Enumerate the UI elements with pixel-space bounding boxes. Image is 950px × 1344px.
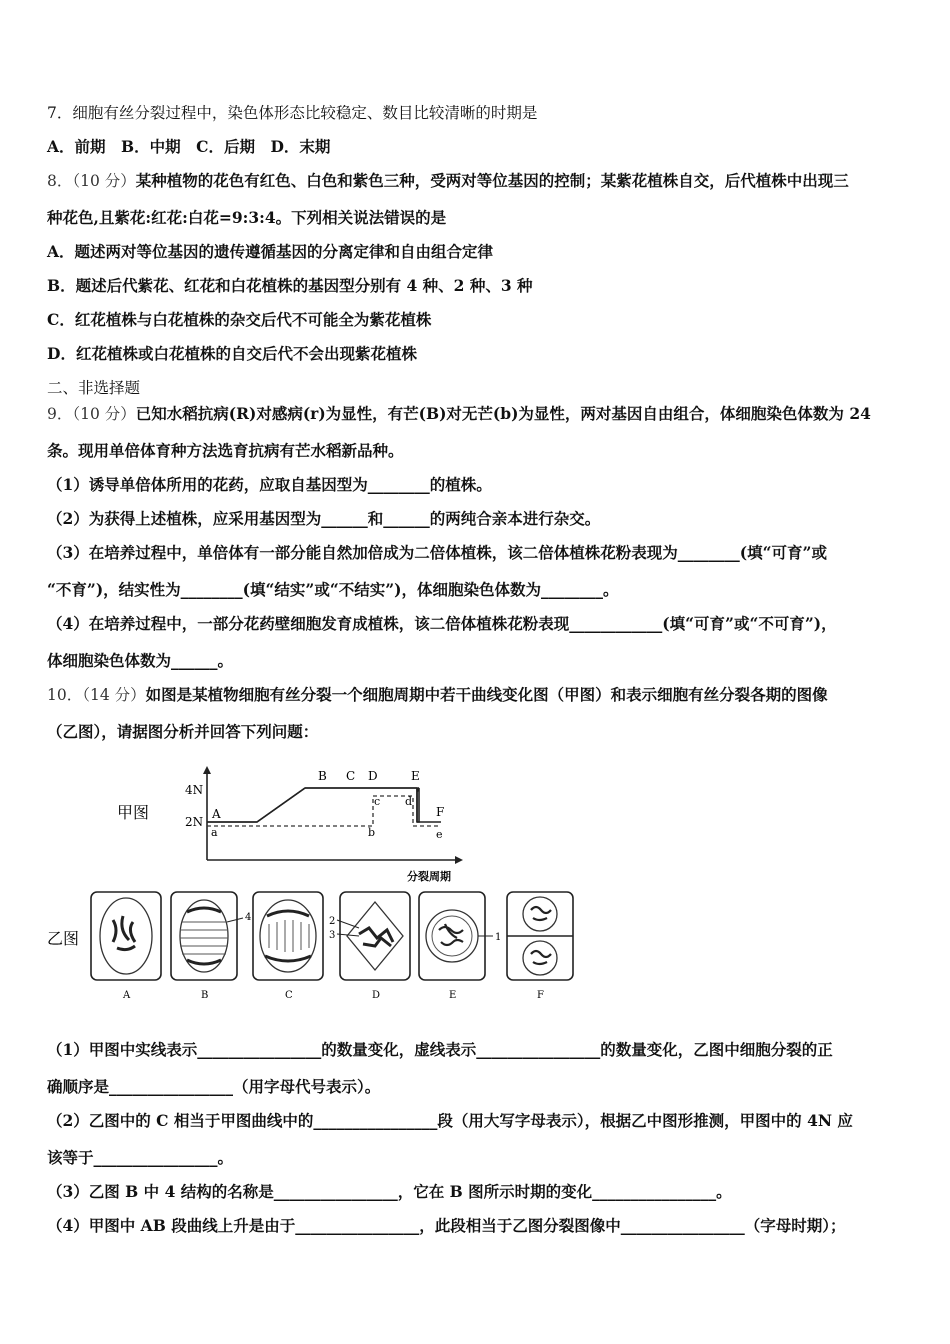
callout-2: 2: [329, 916, 336, 927]
y-label-2n: 2N: [185, 815, 204, 829]
panel-B: [171, 892, 251, 1001]
callout-4: 4: [245, 912, 252, 923]
point-d: d: [405, 795, 413, 808]
point-D: D: [368, 769, 378, 783]
cell-division-figure: [47, 752, 577, 1002]
panel-F-label: F: [537, 990, 544, 1001]
q10-text: 如图是某植物细胞有丝分裂一个细胞周期中若干曲线变化图（甲图）和表示细胞有丝分裂各期的图像: [145, 685, 828, 704]
q9-part-4a: （4）在培养过程中，一部分花药壁细胞发育成植株，该二倍体植株花粉表现____________(填“可育”或“不可育”)，: [47, 614, 837, 633]
q7-stem: 7．细胞有丝分裂过程中，染色体形态比较稳定、数目比较清晰的时期是: [47, 104, 538, 122]
panel-A-label: A: [123, 990, 131, 1001]
point-e: e: [436, 828, 443, 841]
q8-option-c: C．红花植株与白花植株的杂交后代不可能全为紫花植株: [47, 310, 432, 329]
point-c: c: [374, 795, 381, 808]
y-axis-arrow: [203, 766, 211, 774]
x-axis-label: 分裂周期: [407, 870, 451, 883]
q9-part-1: （1）诱导单倍体所用的花药，应取自基因型为________的植株。: [47, 475, 492, 494]
q10-prefix: 10．（14 分）: [47, 686, 146, 704]
solid-curve: [207, 788, 419, 822]
q10-part-4: （4）甲图中 AB 段曲线上升是由于________________，此段相当于乙图分裂图像中________________（字母时期）；: [47, 1216, 846, 1235]
q9-prefix: 9．（10 分）: [47, 405, 136, 423]
q8-stem-1: [47, 171, 849, 191]
panel-C-label: C: [285, 990, 293, 1001]
q9-stem-1: [47, 404, 871, 424]
q10-part-2a: （2）乙图中的 C 相当于甲图曲线中的________________段（用大写字母表示），根据乙中图形推测，甲图中的 4N 应: [47, 1111, 853, 1130]
q8-text: 某种植物的花色有红色、白色和紫色三种，受两对等位基因的控制；某紫花植株自交，后代植株中出现三: [135, 171, 849, 190]
q9-part-3a: （3）在培养过程中，单倍体有一部分能自然加倍成为二倍体植株，该二倍体植株花粉表现为________(填“可育”或: [47, 543, 827, 562]
panel-E-label: E: [449, 990, 457, 1001]
panel-D-label: D: [372, 990, 381, 1001]
point-A: A: [212, 807, 221, 821]
panel-D: [329, 892, 410, 1001]
yi-label: 乙图: [47, 929, 80, 948]
point-a: a: [211, 826, 218, 839]
panel-E: [419, 892, 501, 1001]
callout-1: 1: [495, 932, 502, 943]
q8-stem-2: 种花色,且紫花:红花:白花=9:3:4。下列相关说法错误的是: [47, 208, 447, 227]
q10-part-1b: 确顺序是________________（用字母代号表示）。: [47, 1077, 381, 1096]
jia-label: 甲图: [117, 803, 150, 822]
section-heading: 二、非选择题: [47, 379, 141, 397]
q10-part-2b: 该等于________________。: [47, 1148, 234, 1167]
q7-options: A．前期 B．中期 C．后期 D．末期: [47, 137, 331, 156]
x-axis-arrow: [455, 856, 463, 864]
point-C: C: [346, 769, 356, 783]
panel-A: [91, 892, 161, 1001]
q9-part-4b: 体细胞染色体数为______。: [47, 651, 234, 670]
q8-option-a: A．题述两对等位基因的遗传遵循基因的分离定律和自由组合定律: [47, 242, 494, 261]
q8-option-d: D．红花植株或白花植株的自交后代不会出现紫花植株: [47, 344, 417, 363]
point-F: F: [436, 805, 445, 819]
callout-3: 3: [329, 930, 336, 941]
q9-part-2: （2）为获得上述植株，应采用基因型为______和______的两纯合亲本进行杂交。: [47, 509, 601, 528]
q10-part-3: （3）乙图 B 中 4 结构的名称是________________，它在 B 图所示时期的变化________________。: [47, 1182, 732, 1201]
q8-prefix: 8．（10 分）: [47, 172, 136, 190]
point-B: B: [318, 769, 327, 783]
panel-C: [253, 892, 323, 1001]
y-label-4n: 4N: [185, 783, 204, 797]
q10-stem-1: [47, 685, 828, 705]
q9-text: 已知水稻抗病(R)对感病(r)为显性，有芒(B)对无芒(b)为显性，两对基因自由组合，体细胞染色体数为 24: [135, 404, 871, 423]
panel-F: [507, 892, 573, 1001]
q10-part-1a: （1）甲图中实线表示________________的数量变化，虚线表示________________的数量变化，乙图中细胞分裂的正: [47, 1040, 833, 1059]
point-b: b: [368, 826, 376, 839]
solid-rise: [207, 788, 305, 822]
q10-stem-2: （乙图），请据图分析并回答下列问题：: [47, 722, 319, 741]
panel-B-label: B: [201, 990, 209, 1001]
q8-option-b: B．题述后代紫花、红花和白花植株的基因型分别有 4 种、2 种、3 种: [47, 276, 533, 295]
point-E: E: [411, 769, 420, 783]
q9-part-3b: “不育”)，结实性为________(填“结实”或“不结实”)，体细胞染色体数为________。: [47, 580, 619, 599]
q9-stem-2: 条。现用单倍体育种方法选育抗病有芒水稻新品种。: [47, 441, 404, 460]
